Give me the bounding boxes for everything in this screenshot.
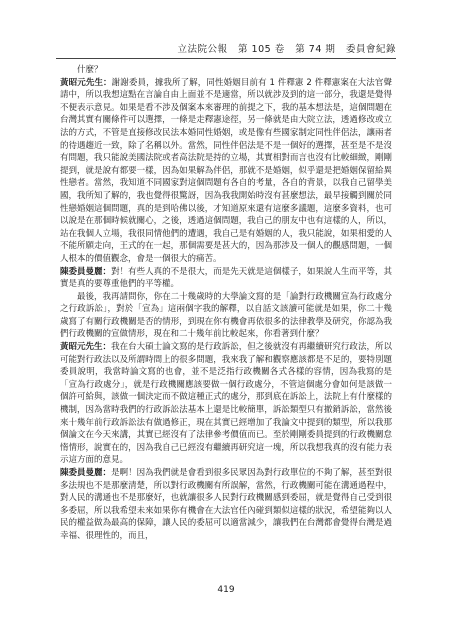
- speaker-label: 黃昭元先生：: [60, 77, 112, 88]
- transcript-paragraph: [60, 77, 392, 266]
- page-header: [177, 41, 396, 55]
- speaker-label: 陳委員曼麗：: [60, 468, 112, 478]
- transcript-paragraph: [60, 64, 392, 77]
- paragraph-text: 什麼？: [77, 65, 103, 75]
- volume-number: 第 105 卷: [238, 44, 285, 55]
- paragraph-text: 我在台大碩士論文寫的是行政訴訟，但之後就沒有再繼續研究行政法，所以可能對行政法以及所謂時間上的很多問題，我來我了解和觀察應該都是不足的，要特別題委員說明，我當時論文寫的也會，並不是泛指行政機關各式各樣的容情，因為我寫的是「宣為行政處分」，就是行政機關應該要做一個行政處分，不管這個處分會如何是該做一個許可給與，該做一個決定而不做這種正式的處分，那到底在訴訟上，法院上有什麼樣的機制，因為當時我們的行政訴訟法基本上還是比較簡單，訴訟類型只有撤銷訴訟，當然後來十幾年前行政訴訟法有做過修正，現在其實已經增加了我論文中提到的類型，所以我那個論文在今天來講，其實已經沒有了法律參考價值而已。至於剛剛委員提到的行政機關怠惰情形，說實在的，因為我自己已經沒有繼續再研究這一塊，所以我想我真的沒有能力表示這方面的意見。: [60, 342, 392, 466]
- issue-number: 第 74 期: [295, 44, 336, 55]
- paragraph-text: 謝謝委員，據我所了解，同性婚姻目前有 1 件釋憲 2 件釋憲案在大法官聲請中，所以我想這點在言論自由上面並不是適當，所以就涉及到的這一部分，我還是覺得不便表示意見。如果是看不涉及個案本來審理的前提之下，我的基本想法是，這個問題在台灣其實有關條件可以選擇，一條是走釋憲途徑，另一條就是由大院立法，透過修改或立法的方式，不管是直接修改民法本婚同性婚姻，或是像有些國家制定同性伴侶法，讓兩者的待遇趨近一致，除了名稱以外。當然，同性伴侶法是不是一個好的選擇，甚至是不是沒有問題，我只能說美國法院或者高法院是持的立場，其實相對而言也沒有比較細緻，剛剛提到，就是說有都要一樣，因為如果解為伴侶，那就不是婚姻，似乎還是把婚姻保留給異性戀者。當然，我知道不同國家對這個問題有各自的考量，各自的背景，以我自己留學美國，我所知了解的，我也覺得很驚訝，因為我我開始時沒有甚麼想法，最早接觸到關於同性戀婚姻這個問題，真的是到哈佛以後，才知道原來還有這麼多議題，這麼多資料，也可以說是在那個時候就關心，之後，透過這個問題，我自己的朋友中也有這樣的人，所以，站在我個人立場，我很同情他們的遭遇，我自己是有婚姻的人，我只能說，如果相愛的人不能所願走向，王式的在一起，那個需要是甚大的，因為那涉及一個人的觀感問題，一個人根本的價值觀念，會是一個很大的痛苦。: [60, 77, 392, 264]
- transcript-paragraph: [60, 291, 392, 341]
- paragraph-text: 是啊！因為我們就是會看到很多民眾因為對行政單位的不夠了解，甚至對很多法規也不是那麼清楚，所以對行政機關有所誤解，當然，行政機關可能在溝通過程中，對人民的溝通也不是那麼好，也就讓很多人民對行政機關感到委屈，就是覺得自己受到很多委屈，所以我希望未來如果你有機會在大法官任內碰到類似這樣的狀況，希望能夠以人民的權益做為最高的保障，讓人民的委屈可以適當減少，讓我們在台灣都會覺得台灣是過幸福、很理性的，而且，: [60, 468, 392, 541]
- paragraph-text: 最後，我再請問你，你在二十幾歲時的大學論文寫的是「論對行政機關宣為行政處分之行政訴訟」，對於「宣為」這兩個字我的解釋，以自話文該讀可能就是如果，你二十幾歲寫了有關行政機關是否的情形，到現在你有機會再依很多的法律教學及研究，你認為我們行政機關的宣做情形，現在和二十幾年前比較起來，你看著到什麼？: [60, 291, 392, 340]
- speaker-label: 陳委員曼麗：: [60, 266, 112, 277]
- transcript-paragraph: [60, 467, 392, 543]
- transcript-paragraph: [60, 266, 392, 291]
- transcript-body: [60, 64, 392, 543]
- section-name: 委員會紀錄: [345, 44, 396, 55]
- header-rule: [56, 58, 396, 59]
- publication-name: 立法院公報: [177, 44, 228, 55]
- transcript-paragraph: [60, 341, 392, 467]
- page-number: 419: [217, 585, 235, 595]
- paragraph-text: 對！有些人真的不是很大，而是先天就是這個樣子，如果說人生而平等，其實是真的要尊重他們的平等權。: [60, 266, 392, 290]
- speaker-label: 黃昭元先生：: [60, 342, 112, 353]
